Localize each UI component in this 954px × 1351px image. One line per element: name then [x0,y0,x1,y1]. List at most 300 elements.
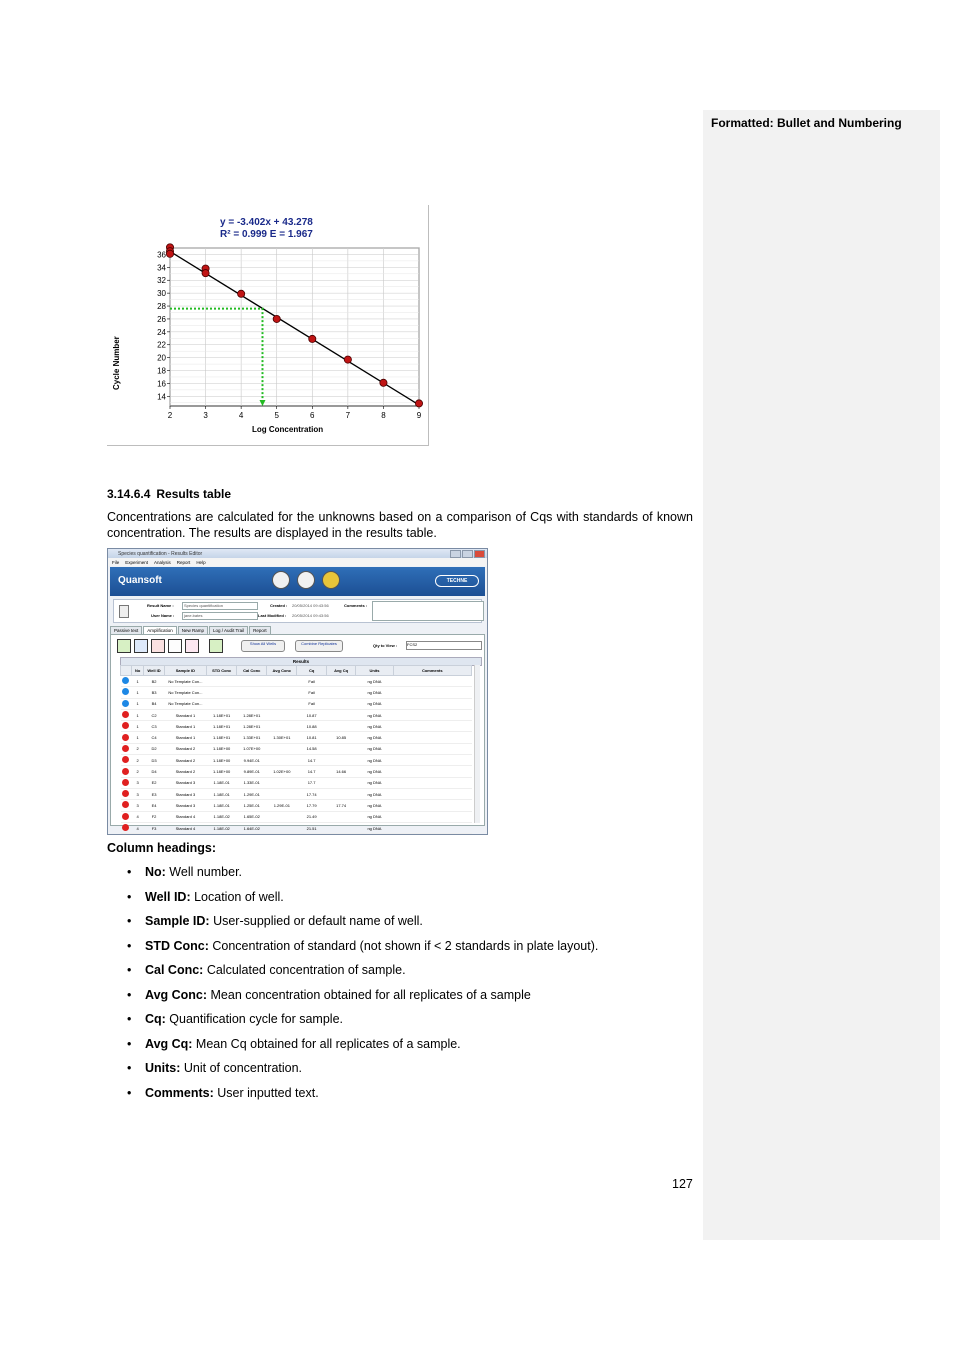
row-status-cell [121,811,132,822]
table-cell [326,709,356,720]
table-cell: 4 [131,811,144,822]
table-row[interactable] [121,766,472,777]
table-cell: 3 [131,788,144,799]
table-cell: B2 [144,676,164,687]
results-title: Results [120,657,482,666]
table-cell: ng DNA [356,743,393,754]
table-cell [207,687,237,698]
y-tick-label: 26 [157,314,166,324]
bullet-item [107,988,697,1013]
bullet-item [107,890,697,915]
table-cell: 1.07E+00 [237,743,267,754]
table-cell: 10.88 [297,721,327,732]
bullet-item [107,1012,697,1037]
table-cell: ng DNA [356,755,393,766]
table-cell: B3 [144,687,164,698]
row-status-cell [121,834,132,835]
export-icon[interactable] [209,639,223,653]
table-cell: ng DNA [356,676,393,687]
menu-file[interactable]: File [112,559,120,565]
row-status-cell [121,709,132,720]
table-cell [356,834,393,835]
bullet-item [107,914,697,939]
table-cell [237,687,267,698]
x-tick-label: 4 [238,411,244,420]
comment-margin [703,110,940,1240]
table-cell: 1.30E+01 [267,732,297,743]
table-cell: Fail [297,687,327,698]
open-icon[interactable] [322,571,340,589]
table-row[interactable] [121,777,472,788]
table-cell: 10.81 [297,732,327,743]
table-cell [267,687,297,698]
table-cell: Standard 2 [164,766,206,777]
table-cell: 1.02E+00 [267,766,297,777]
bullet-term: Units: [145,1061,181,1075]
bullet-term: Avg Conc: [145,987,208,1002]
bullet-desc: User inputted text. [213,1085,319,1100]
table-cell: 21.51 [297,822,327,833]
bullet-term: Well ID: [145,889,191,904]
status-dot-icon [122,801,129,808]
table-cell [267,743,297,754]
tab-new-ramp[interactable]: New Ramp [178,626,208,634]
comment-cell[interactable] [393,822,471,833]
table-cell: 1.65E-02 [237,811,267,822]
status-dot-icon [122,688,129,695]
results-editor-screenshot [107,548,488,835]
row-status-cell [121,732,132,743]
column-header[interactable]: Avg Conc [267,666,297,676]
table-cell: D3 [144,755,164,766]
row-status-cell [121,800,132,811]
table-cell: Fail [297,676,327,687]
comment-cell[interactable] [393,800,471,811]
bullet-desc: Mean Cq obtained for all replicates of a sample. [192,1036,461,1051]
table-cell: ng DNA [356,709,393,720]
table-cell: 1.18E+00 [207,766,237,777]
table-row[interactable] [121,709,472,720]
table-row[interactable] [121,834,472,835]
bullet-term: Cal Conc: [145,963,204,977]
bullet-desc: User-supplied or default name of well. [209,914,423,928]
table-cell: 14.58 [297,743,327,754]
table-cell: 2 [131,743,144,754]
table-cell: 1 [131,676,144,687]
created-value: 20/05/2014 09:43:56 [292,603,329,608]
table-cell: Standard 3 [164,777,206,788]
table-cell: 1 [131,698,144,709]
table-cell: 1.18E-02 [207,822,237,833]
table-row[interactable] [121,788,472,799]
table-cell [326,788,356,799]
table-cell: Standard 2 [164,755,206,766]
minimize-button[interactable] [450,550,461,558]
table-cell: 1.29E-01 [237,788,267,799]
x-tick-label: 2 [167,411,173,420]
table-cell: 21.49 [297,811,327,822]
table-cell: E3 [144,788,164,799]
table-row[interactable] [121,698,472,709]
app-banner [110,567,485,596]
column-headings-list [107,865,697,1110]
table-cell [326,822,356,833]
row-status-cell [121,698,132,709]
status-dot-icon [122,813,129,820]
menu-help[interactable]: Help [196,559,206,565]
table-row[interactable] [121,822,472,833]
table-cell [144,834,164,835]
table-cell: ng DNA [356,698,393,709]
tab-log-audit[interactable]: Log / Audit Trail [209,626,248,634]
table-cell [207,676,237,687]
window-title: Species quantification - Results Editor [118,550,203,557]
table-cell [326,777,356,788]
chart-icon[interactable] [151,639,165,653]
comment-cell[interactable] [393,743,471,754]
row-status-cell [121,822,132,833]
table-cell: Fail [297,698,327,709]
table-cell [267,709,297,720]
table-cell [326,721,356,732]
table-scrollbar[interactable] [474,665,480,823]
table-cell: 1.33E-01 [237,777,267,788]
print-icon[interactable] [272,571,290,589]
y-tick-label: 20 [157,353,166,363]
bullet-item [107,1037,697,1062]
data-point [273,315,280,322]
table-row[interactable] [121,732,472,743]
data-point [309,335,316,342]
close-button[interactable] [474,550,485,558]
modified-label: Last Modified : [258,613,287,618]
row-status-cell [121,676,132,687]
column-header[interactable]: Sample ID [164,666,206,676]
chart-y-label: Cycle Number [112,336,121,390]
x-tick-label: 9 [416,411,422,420]
table-cell: Standard 3 [164,788,206,799]
table-cell: F3 [144,822,164,833]
column-headings-title: Column headings: [107,841,217,855]
table-cell: ng DNA [356,822,393,833]
table-cell: 2 [131,766,144,777]
table-row[interactable] [121,743,472,754]
column-header[interactable]: Comments [393,666,471,676]
x-tick-label: 5 [274,411,279,420]
comment-cell[interactable] [393,709,471,720]
y-tick-label: 28 [157,302,166,312]
window-titlebar [108,549,487,558]
chart-plot [140,240,430,425]
menu-analysis[interactable]: Analysis [154,559,171,565]
qty-label: Qty to View : [373,643,398,648]
table-cell: 1 [131,687,144,698]
y-tick-label: 36 [157,250,166,260]
table-cell [267,811,297,822]
table-cell [326,676,356,687]
table-cell: 1 [131,721,144,732]
table-cell [297,834,327,835]
comment-cell[interactable] [393,721,471,732]
intro-paragraph: Concentrations are calculated for the unknowns based on a comparison of Cqs with standards of known concentration. The results are displayed in the results table. [107,510,693,540]
table-cell: E4 [144,800,164,811]
table-cell [326,743,356,754]
table-cell: C3 [144,721,164,732]
table-row[interactable] [121,676,472,687]
table-cell: 14.7 [297,755,327,766]
graph-icon[interactable] [185,639,199,653]
bullet-term: Sample ID: [145,914,210,928]
y-tick-label: 16 [157,379,166,389]
check-icon[interactable] [117,639,131,653]
results-table [120,665,472,835]
bullet-term: Avg Cq: [145,1036,193,1051]
table-cell [267,834,297,835]
table-cell [326,834,356,835]
y-tick-label: 24 [157,327,166,337]
column-header[interactable]: STD Conc [207,666,237,676]
column-header[interactable]: Avg Cq [326,666,356,676]
table-cell: 10.87 [297,709,327,720]
brand-logo: Quansoft [118,575,162,586]
table-cell: 1.25E-01 [237,800,267,811]
table-cell [267,822,297,833]
table-cell: 1.28E+01 [237,721,267,732]
column-header[interactable]: Cq [297,666,327,676]
row-status-cell [121,755,132,766]
tab-passive-text[interactable]: Passive text [110,626,142,634]
bullet-desc: Well number. [165,865,243,879]
bullet-desc: Unit of concentration. [180,1061,303,1075]
table-cell: 10.85 [326,732,356,743]
table-cell: 1.64E-02 [237,822,267,833]
chart-r-squared: R² = 0.999 E = 1.967 [220,229,313,240]
table-cell [326,687,356,698]
status-dot-icon [122,779,129,786]
table-cell: 9.94E-01 [237,755,267,766]
comment-cell[interactable] [393,755,471,766]
table-cell: 4 [131,822,144,833]
row-status-cell [121,687,132,698]
data-point [166,250,173,257]
comment-cell[interactable] [393,766,471,777]
comment-label: Formatted: Bullet and Numbering [711,116,902,130]
table-cell: ng DNA [356,687,393,698]
table-cell: F2 [144,811,164,822]
bullet-term: No: [145,865,166,879]
table-cell: D4 [144,766,164,777]
row-status-cell [121,743,132,754]
table-cell: 1.18E-02 [207,811,237,822]
y-tick-label: 32 [157,276,166,286]
table-row[interactable] [121,800,472,811]
combine-replicates-button[interactable]: Combine Replicates [295,640,343,652]
y-tick-label: 22 [157,340,166,350]
tab-bar [110,626,485,634]
table-cell: Standard 4 [164,811,206,822]
comment-cell[interactable] [393,676,471,687]
table-cell [237,698,267,709]
status-dot-icon [122,711,129,718]
comments-field[interactable] [372,601,484,621]
results-panel [110,634,485,831]
table-cell: 1.18E+01 [207,721,237,732]
column-header[interactable]: Units [356,666,393,676]
y-tick-label: 30 [157,289,166,299]
section-number: 3.14.6.4 [107,487,151,501]
table-cell: 17.79 [297,800,327,811]
section-heading [107,487,237,501]
user-name-field[interactable]: jane.bates [182,612,258,620]
data-point [415,400,422,407]
bullet-desc: Calculated concentration of sample. [203,963,406,977]
comment-cell[interactable] [393,698,471,709]
comment-cell[interactable] [393,732,471,743]
status-dot-icon [122,824,129,831]
result-name-field[interactable]: Species quantification [182,602,258,610]
table-row[interactable] [121,687,472,698]
table-cell: C4 [144,732,164,743]
table-cell [164,834,206,835]
user-name-label: User Name : [151,613,175,618]
column-header-indicator [121,666,132,676]
table-cell: 1.18E-01 [207,800,237,811]
row-status-cell [121,777,132,788]
table-cell: Standard 4 [164,822,206,833]
table-cell: Standard 1 [164,709,206,720]
menu-bar [108,558,487,566]
status-dot-icon [122,722,129,729]
table-cell: 3 [131,800,144,811]
table-row[interactable] [121,755,472,766]
comments-label: Comments : [344,603,368,608]
bullet-term: STD Conc: [145,938,209,953]
curve-icon[interactable] [168,639,182,653]
y-tick-label: 18 [157,366,166,376]
table-cell: Standard 2 [164,743,206,754]
table-cell: 1.29E-01 [267,800,297,811]
table-cell: 14.7 [297,766,327,777]
save-icon[interactable] [297,571,315,589]
status-dot-icon [122,745,129,752]
comment-cell[interactable] [393,788,471,799]
section-title: Results table [156,487,232,501]
table-cell: 1.18E+00 [207,755,237,766]
table-cell: ng DNA [356,800,393,811]
bullet-desc: Location of well. [190,889,284,904]
menu-report[interactable]: Report [176,559,191,565]
tab-report[interactable]: Report [249,626,271,634]
table-cell: 1.18E+01 [207,732,237,743]
table-cell: No Template Con... [164,676,206,687]
table-row[interactable] [121,811,472,822]
show-all-wells-button[interactable]: Show All Wells [241,640,285,652]
table-cell: 17.7 [297,777,327,788]
table-cell [131,834,144,835]
table-row[interactable] [121,721,472,732]
row-status-cell [121,788,132,799]
table-cell: 1.33E+01 [237,732,267,743]
comment-cell[interactable] [393,687,471,698]
edit-icon[interactable] [134,639,148,653]
tab-amplification[interactable]: Amplification [143,626,177,634]
column-header[interactable]: No [131,666,144,676]
bullet-term: Comments: [145,1085,214,1100]
row-status-cell [121,721,132,732]
data-point [344,356,351,363]
qty-select[interactable]: FCS2 [406,641,482,650]
status-dot-icon [122,677,129,684]
bullet-term: Cq: [145,1012,166,1026]
comment-cell[interactable] [393,811,471,822]
table-cell: 1 [131,732,144,743]
created-label: Created : [270,603,288,608]
status-dot-icon [122,790,129,797]
table-cell [267,698,297,709]
table-cell: D2 [144,743,164,754]
modified-value: 20/05/2014 09:43:56 [292,613,329,618]
table-cell: Standard 3 [164,800,206,811]
bullet-item [107,963,697,988]
bullet-item [107,939,697,964]
result-info-box [113,599,482,623]
table-cell: Standard 1 [164,721,206,732]
bullet-desc: Quantification cycle for sample. [165,1012,343,1026]
table-cell [326,698,356,709]
bullet-desc: Concentration of standard (not shown if < 2 standards in plate layout). [208,938,599,953]
table-cell [267,676,297,687]
table-cell: ng DNA [356,732,393,743]
lock-icon[interactable] [119,605,129,618]
table-cell: ng DNA [356,811,393,822]
status-dot-icon [122,700,129,707]
table-cell: 17.74 [297,788,327,799]
table-cell: 1.18E+01 [207,709,237,720]
bullet-desc: Mean concentration obtained for all replicates of a sample [207,987,531,1002]
column-header[interactable]: Cal Conc [237,666,267,676]
techne-logo: TECHNE [435,575,479,587]
table-cell: 3 [131,777,144,788]
table-cell: B4 [144,698,164,709]
table-cell: 1.18E-01 [207,788,237,799]
y-tick-label: 14 [157,392,166,402]
comment-cell[interactable] [393,777,471,788]
status-dot-icon [122,768,129,775]
table-cell: 1.28E+01 [237,709,267,720]
table-cell: 9.89E-01 [237,766,267,777]
table-cell: 1.18E+00 [207,743,237,754]
table-cell: No Template Con... [164,687,206,698]
table-cell: ng DNA [356,777,393,788]
row-status-cell [121,766,132,777]
table-cell [326,811,356,822]
status-dot-icon [122,734,129,741]
table-cell [267,777,297,788]
column-header[interactable]: Well ID [144,666,164,676]
x-tick-label: 3 [203,411,208,420]
comment-cell[interactable] [393,834,471,835]
table-cell: 1.18E-01 [207,777,237,788]
maximize-button[interactable] [462,550,473,558]
x-tick-label: 8 [381,411,386,420]
status-dot-icon [122,756,129,763]
table-cell: E2 [144,777,164,788]
table-cell: C2 [144,709,164,720]
table-cell [326,755,356,766]
chart-x-label: Log Concentration [252,425,324,434]
menu-experiment[interactable]: Experiment [125,559,149,565]
table-cell [267,755,297,766]
